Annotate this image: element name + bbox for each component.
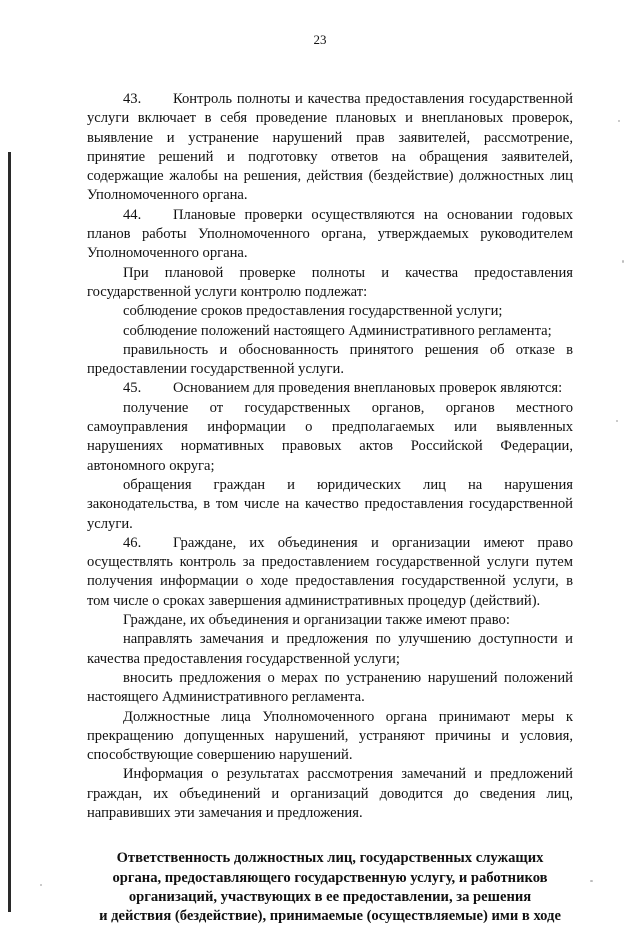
paragraph-43: [87, 90, 573, 206]
paragraph-number: 44.: [123, 206, 142, 223]
section-heading: [87, 849, 573, 926]
paragraph: вносить предложения о мерах по устранению нарушений положений настоящего Административного регламента.: [87, 669, 573, 706]
paragraph-text: Контроль полноты и качества предоставления государственной услуги включает в себя проведение плановых и внеплановых проверок, выявление и устранение нарушений прав заявителей, рассмотрение, принятие решений и подготовку ответов на обращения заявителей, содержащие жалобы на решения, действия (бездействие) должностных лиц Уполномоченного органа.: [87, 91, 573, 204]
heading-line: органа, предоставляющего государственную услугу, и работников: [112, 869, 548, 886]
paragraph: соблюдение сроков предоставления государственной услуги;: [123, 303, 503, 320]
paragraph: соблюдение положений настоящего Административного регламента;: [123, 322, 552, 339]
paragraph: направлять замечания и предложения по улучшению доступности и качества предоставления государственной услуги;: [87, 631, 573, 667]
paragraph: Информация о результатах рассмотрения замечаний и предложений граждан, их объединений и организаций доводится до сведения лиц, направивших эти замечания и предложения.: [87, 766, 573, 821]
paragraph: обращения граждан и юридических лиц на нарушения законодательства, в том числе на качество предоставления государственной услуги.: [87, 476, 573, 532]
scan-noise: [40, 884, 42, 886]
paragraph: получение от государственных органов, органов местного самоуправления информации о предполагаемых или выявленных нарушениях нормативных правовых актов Российской Федерации, автономного округа;: [87, 399, 573, 474]
heading-line: и действия (бездействие), принимаемые (осуществляемые) ими в ходе: [99, 908, 561, 925]
page-number: 23: [313, 32, 327, 47]
paragraph: Должностные лица Уполномоченного органа принимают меры к прекращению допущенных нарушений, устраняют причины и условия, способствующие совершению нарушений.: [87, 708, 573, 764]
heading-line: Ответственность должностных лиц, государственных служащих: [116, 850, 544, 867]
paragraph-46: [87, 534, 573, 611]
paragraph-text: Граждане, их объединения и организации имеют право осуществлять контроль за предоставлением государственной услуги путем получения информации о ходе предоставления государственной услуги, в том числе о сроках завершения административных процедур (действий).: [87, 534, 573, 609]
paragraph-number: 43.: [123, 91, 142, 107]
paragraph-45: [87, 379, 573, 398]
scan-noise: [622, 260, 624, 263]
paragraph-text: Основанием для проведения внеплановых проверок являются:: [173, 380, 563, 397]
scan-noise: [618, 120, 620, 122]
paragraph: Граждане, их объединения и организации также имеют право:: [123, 612, 510, 629]
paragraph-44: [87, 206, 573, 264]
scan-noise: [616, 420, 618, 422]
scan-noise: [590, 880, 593, 882]
document-body: [87, 90, 573, 926]
paragraph-number: 45.: [123, 380, 142, 397]
paragraph-number: 46.: [123, 534, 142, 551]
paragraph-text: Плановые проверки осуществляются на основании годовых планов работы Уполномоченного органа, утверждаемых руководителем Уполномоченного органа.: [87, 206, 573, 262]
heading-line: организаций, участвующих в ее предоставлении, за решения: [128, 888, 532, 905]
paragraph: При плановой проверке полноты и качества предоставления государственной услуги контролю подлежат:: [87, 264, 573, 300]
paragraph: правильность и обоснованность принятого решения об отказе в предоставлении государственной услуги.: [87, 341, 573, 378]
scan-edge-bar: [8, 152, 11, 912]
